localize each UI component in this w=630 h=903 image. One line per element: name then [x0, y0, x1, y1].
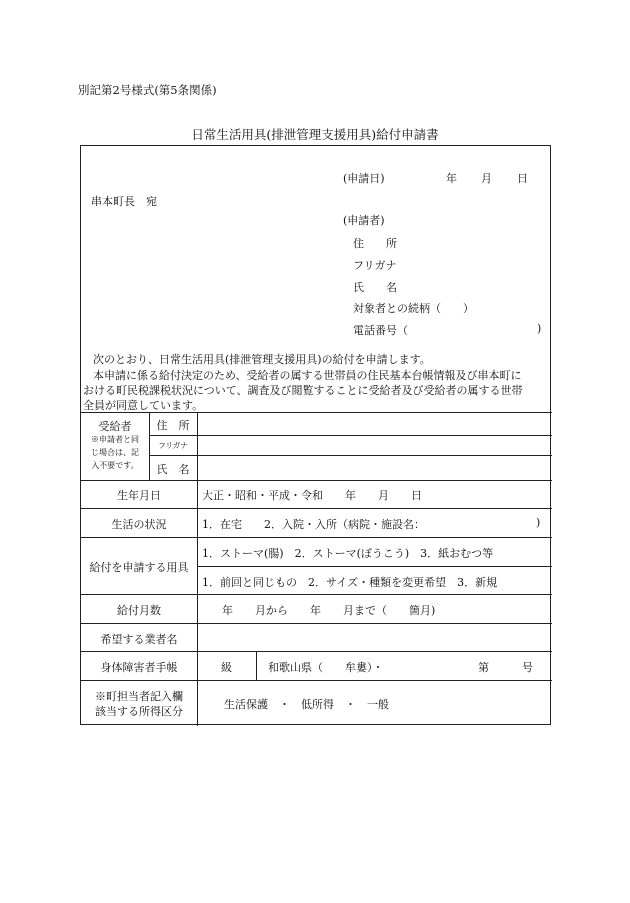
divider	[81, 480, 552, 481]
divider	[149, 435, 552, 436]
statement-line-1: 次のとおり、日常生活用具(排泄管理支援用具)の給付を申請します。	[93, 353, 431, 366]
addressee: 串本町長 宛	[91, 195, 157, 208]
disability-number[interactable]: 第 号	[478, 661, 533, 674]
items-label: 給付を申請する用具	[89, 561, 189, 574]
divider	[81, 680, 552, 681]
divider	[81, 412, 552, 413]
divider	[149, 455, 552, 456]
living-close: )	[536, 516, 541, 529]
applicant-address-label[interactable]: 住 所	[353, 237, 397, 250]
staff-label-1: ※町担当者記入欄	[95, 690, 183, 703]
recipient-address-label: 住 所	[156, 419, 190, 432]
applicant-name-label[interactable]: 氏 名	[353, 281, 397, 294]
divider	[81, 623, 552, 624]
year-label[interactable]: 年	[446, 172, 457, 185]
items-option-row-1[interactable]: 1．ストーマ(腸) 2．ストーマ(ぼうこう) 3．紙おむつ等	[202, 547, 494, 560]
recipient-note-3: 入不要です。	[91, 461, 139, 470]
recipient-name-label: 氏 名	[156, 463, 190, 476]
divider	[81, 508, 552, 509]
form-reference: 別記第2号様式(第5条関係)	[78, 83, 217, 97]
phone-close: )	[537, 322, 542, 335]
recipient-label: 受給者	[98, 420, 132, 433]
items-option-row-2[interactable]: 1．前回と同じもの 2．サイズ・種類を変更希望 3．新規	[202, 576, 498, 589]
recipient-note-1: ※申請者と同	[91, 435, 139, 444]
divider	[81, 537, 552, 538]
statement-line-2: 本申請に係る給付決定のため、受給者の属する世帯員の住民基本台帳情報及び串本町に	[93, 369, 522, 382]
day-label[interactable]: 日	[517, 172, 528, 185]
months-label: 給付月数	[117, 604, 161, 617]
disability-prefecture[interactable]: 和歌山県（ 牟婁）・	[268, 661, 384, 674]
applicant-label: (申請者)	[343, 214, 385, 227]
income-field[interactable]: 生活保護 ・ 低所得 ・ 一般	[224, 698, 389, 711]
vendor-label: 希望する業者名	[100, 633, 178, 646]
date-label: (申請日)	[343, 172, 385, 185]
divider	[81, 594, 552, 595]
month-label[interactable]: 月	[481, 172, 492, 185]
living-field[interactable]: 1．在宅 2．入院・入所（病院・施設名：	[202, 518, 425, 531]
divider	[81, 651, 552, 652]
birth-field[interactable]: 大正・昭和・平成・令和 年 月 日	[202, 489, 422, 502]
statement-line-4: 全員が同意しています。	[83, 399, 204, 412]
disability-label: 身体障害者手帳	[100, 661, 178, 674]
application-form	[80, 145, 551, 725]
document-title: 日常生活用具(排泄管理支援用具)給付申請書	[191, 127, 439, 142]
applicant-furigana-label[interactable]: フリガナ	[353, 259, 397, 272]
birth-label: 生年月日	[117, 489, 161, 502]
staff-label-2: 該当する所得区分	[95, 705, 183, 718]
statement-line-3: おける町民税課税状況について、調査及び閲覧することに受給者及び受給者の属する世帯	[83, 384, 523, 397]
divider	[197, 412, 198, 726]
relation-field[interactable]: 対象者との続柄（ ）	[353, 302, 474, 315]
divider	[256, 651, 257, 680]
recipient-note-2: じ場合は、記	[91, 448, 139, 457]
recipient-furigana-label: フリガナ	[158, 441, 188, 450]
living-label: 生活の状況	[111, 518, 167, 531]
disability-grade[interactable]: 級	[221, 661, 232, 674]
divider	[197, 566, 552, 567]
phone-field[interactable]: 電話番号（	[353, 324, 408, 337]
months-field[interactable]: 年 月から 年 月まで（ 箇月)	[222, 604, 436, 617]
